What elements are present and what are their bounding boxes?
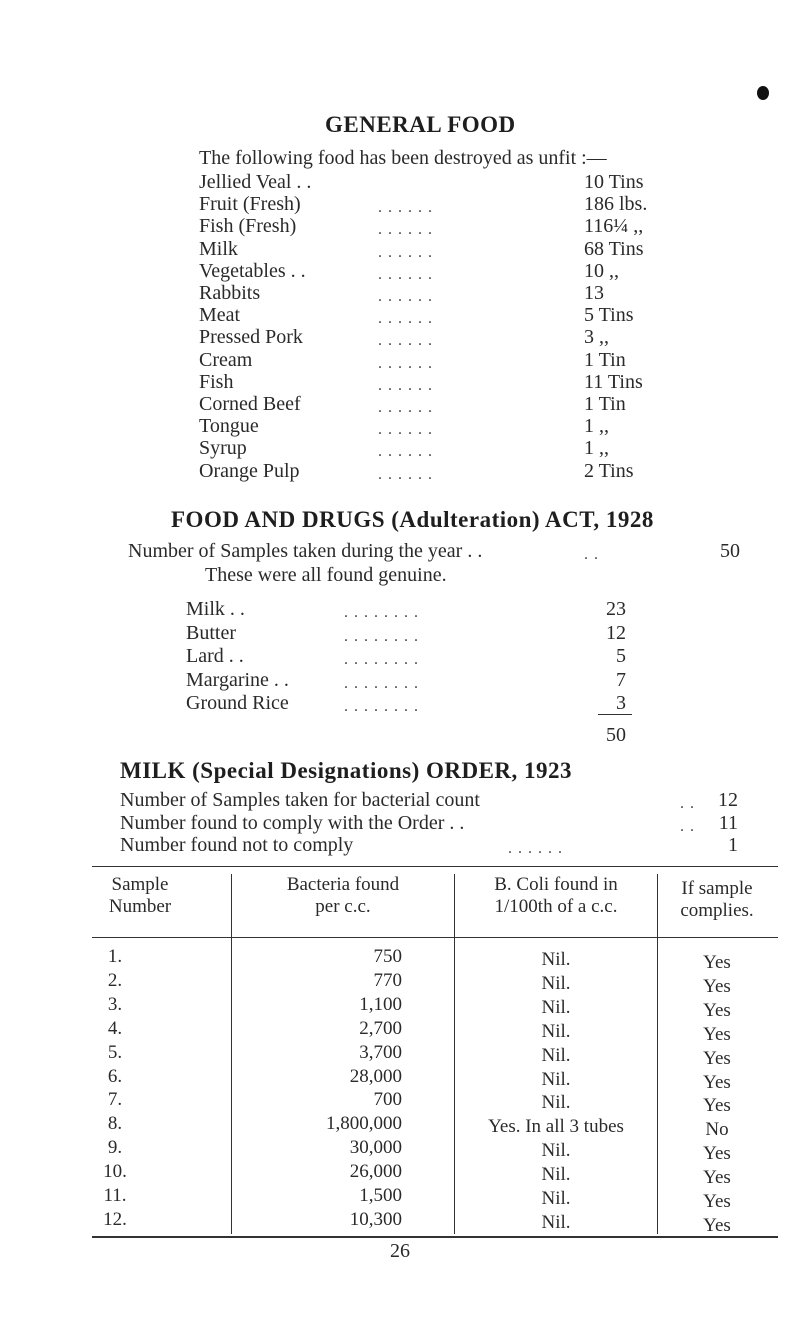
food-item-name: Orange Pulp xyxy=(199,459,300,482)
food-item-name: Meat xyxy=(199,304,241,327)
table-cell-bacteria-count: 26,000 xyxy=(349,1161,402,1183)
table-cell-sample-number: 11. xyxy=(103,1185,127,1206)
leader-dots: . . . . . . xyxy=(378,265,433,283)
leader-dots: . . . . . . xyxy=(378,199,433,217)
table-cell-sample-number: 6. xyxy=(107,1065,123,1087)
table-cell-sample-number: 1. xyxy=(107,946,123,967)
sample-item-value: 3 xyxy=(616,692,626,714)
food-item-quantity: 186 lbs. xyxy=(584,193,648,216)
sample-item-name: Milk . . xyxy=(186,598,245,620)
table-cell-b-coli: Nil. xyxy=(541,1044,571,1066)
food-item-name: Syrup xyxy=(199,437,247,460)
table-cell-complies: Yes xyxy=(703,1143,731,1165)
table-cell-complies: Yes xyxy=(703,1167,731,1189)
leader-dots: . . xyxy=(680,817,695,835)
table-cell-complies: Yes xyxy=(703,952,731,973)
food-item-quantity: 1 ,, xyxy=(584,415,609,438)
samples-total: 50 xyxy=(606,724,626,746)
table-cell-bacteria-count: 3,700 xyxy=(359,1041,402,1063)
food-item-quantity: 116¼ ,, xyxy=(584,215,644,238)
food-item-quantity: 1 Tin xyxy=(584,393,626,415)
leader-dots: . . . . . . xyxy=(378,221,433,239)
table-cell-sample-number: 9. xyxy=(107,1137,123,1159)
table-cell-sample-number: 7. xyxy=(107,1089,123,1111)
table-cell-complies: Yes xyxy=(703,1071,731,1093)
table-cell-sample-number: 5. xyxy=(107,1041,123,1063)
leader-dots: . . . . . . xyxy=(378,376,433,394)
sample-item-value: 23 xyxy=(606,598,626,620)
table-cell-complies: Yes xyxy=(703,1214,731,1236)
sample-item-name: Margarine . . xyxy=(186,668,289,691)
table-header-cell: 1/100th of a c.c. xyxy=(494,896,618,917)
table-cell-complies: Yes xyxy=(703,1095,731,1117)
food-item-quantity: 1 ,, xyxy=(584,437,609,460)
table-cell-complies: Yes xyxy=(703,975,731,997)
milk-summary-value: 1 xyxy=(728,834,738,856)
sample-item-name: Butter xyxy=(186,621,236,644)
general-food-heading: GENERAL FOOD xyxy=(325,112,516,137)
table-cell-sample-number: 3. xyxy=(107,993,123,1015)
food-item-name: Fish xyxy=(199,370,234,393)
table-cell-b-coli: Nil. xyxy=(541,1188,571,1209)
table-cell-bacteria-count: 10,300 xyxy=(349,1208,402,1230)
milk-summary-value: 12 xyxy=(718,789,738,811)
table-cell-complies: Yes xyxy=(703,999,731,1021)
leader-dots: . . . . . . . . xyxy=(344,674,419,692)
table-cell-b-coli: Nil. xyxy=(541,1164,571,1186)
table-cell-b-coli: Nil. xyxy=(541,996,571,1018)
table-cell-b-coli: Nil. xyxy=(541,1020,571,1042)
table-cell-sample-number: 10. xyxy=(103,1161,127,1183)
table-header-cell: Number xyxy=(108,896,172,917)
table-cell-b-coli: Nil. xyxy=(541,1140,571,1162)
leader-dots: . . . . . . xyxy=(378,288,433,305)
leader-dots: . . . . . . xyxy=(378,399,433,416)
table-header-cell: B. Coli found in xyxy=(494,874,618,895)
table-cell-sample-number: 4. xyxy=(107,1017,123,1039)
food-item-quantity: 10 ,, xyxy=(584,259,619,282)
general-food-intro: The following food has been destroyed as unfit :— xyxy=(199,147,607,169)
table-cell-bacteria-count: 30,000 xyxy=(349,1137,402,1159)
table-cell-bacteria-count: 28,000 xyxy=(349,1065,402,1087)
food-item-name: Fruit (Fresh) xyxy=(199,193,301,216)
food-item-quantity: 3 ,, xyxy=(584,326,609,349)
table-cell-b-coli: Yes. In all 3 tubes xyxy=(488,1116,624,1138)
leader-dots: . . . . . . xyxy=(378,332,433,350)
table-cell-b-coli: Nil. xyxy=(541,1092,571,1114)
leader-dots: . . . . . . xyxy=(378,354,433,372)
leader-dots: . . . . . . . . xyxy=(344,627,419,645)
table-header-cell: complies. xyxy=(680,900,754,921)
table-cell-complies: Yes xyxy=(703,1191,731,1212)
food-item-name: Vegetables . . xyxy=(199,259,306,282)
food-item-quantity: 5 Tins xyxy=(584,304,634,327)
table-cell-bacteria-count: 1,100 xyxy=(359,993,402,1015)
leader-dots: . . . . . . . . xyxy=(344,698,419,715)
leader-dots: . . . . . . xyxy=(378,443,433,461)
food-item-name: Rabbits xyxy=(199,282,261,304)
leader-dots: . . . . . . xyxy=(378,243,433,261)
table-header-cell: per c.c. xyxy=(315,896,371,917)
leader-dots: . . . . . . xyxy=(378,421,433,439)
food-item-quantity: 68 Tins xyxy=(584,237,644,260)
leader-dots: . . . . . . . . xyxy=(344,651,419,668)
food-item-name: Pressed Pork xyxy=(199,326,303,349)
table-header-cell: If sample xyxy=(681,878,753,899)
table-cell-bacteria-count: 770 xyxy=(373,969,402,991)
milk-summary-label: Number found to comply with the Order . . xyxy=(120,811,465,834)
table-cell-bacteria-count: 700 xyxy=(373,1089,402,1111)
food-drugs-heading: FOOD AND DRUGS (Adulteration) ACT, 1928 xyxy=(171,507,654,532)
sample-item-value: 7 xyxy=(616,668,626,691)
table-cell-bacteria-count: 1,800,000 xyxy=(326,1113,402,1135)
samples-taken-value: 50 xyxy=(720,540,740,562)
table-cell-b-coli: Nil. xyxy=(541,1211,571,1233)
food-item-name: Jellied Veal . . xyxy=(199,171,312,193)
genuine-note: These were all found genuine. xyxy=(205,564,447,586)
sample-item-name: Lard . . xyxy=(186,645,244,667)
milk-order-heading: MILK (Special Designations) ORDER, 1923 xyxy=(120,758,573,783)
table-cell-b-coli: Nil. xyxy=(541,1068,571,1090)
sample-item-name: Ground Rice xyxy=(186,692,289,714)
leader-dots: . . . . . . xyxy=(508,840,563,857)
table-cell-bacteria-count: 750 xyxy=(373,946,402,967)
samples-taken-label: Number of Samples taken during the year . . xyxy=(128,540,483,562)
food-item-name: Milk xyxy=(199,237,238,260)
table-header-cell: Sample xyxy=(111,874,169,895)
table-top-rule xyxy=(92,866,778,867)
food-item-quantity: 11 Tins xyxy=(584,370,643,393)
milk-summary-label: Number of Samples taken for bacterial count xyxy=(120,789,480,811)
milk-summary-value: 11 xyxy=(718,811,738,834)
table-cell-bacteria-count: 2,700 xyxy=(359,1017,402,1039)
leader-dots: . . . . . . xyxy=(378,310,433,328)
leader-dots: . . xyxy=(680,795,695,812)
milk-summary-label: Number found not to comply xyxy=(120,834,354,856)
table-header-rule xyxy=(92,937,778,938)
food-item-name: Cream xyxy=(199,348,253,371)
samples-taken-dots: . . xyxy=(584,546,599,563)
table-header-cell: Bacteria found xyxy=(286,874,400,895)
table-cell-sample-number: 8. xyxy=(107,1113,123,1135)
ink-blot xyxy=(757,86,769,100)
table-cell-bacteria-count: 1,500 xyxy=(359,1185,402,1206)
table-cell-complies: Yes xyxy=(703,1023,731,1045)
table-cell-complies: Yes xyxy=(703,1047,731,1069)
food-item-quantity: 10 Tins xyxy=(584,171,644,193)
table-cell-sample-number: 12. xyxy=(103,1208,127,1230)
food-item-quantity: 1 Tin xyxy=(584,348,626,371)
table-cell-b-coli: Nil. xyxy=(541,949,571,970)
food-item-quantity: 2 Tins xyxy=(584,459,634,482)
food-item-name: Fish (Fresh) xyxy=(199,215,297,238)
table-cell-complies: No xyxy=(705,1119,729,1141)
page-number: 26 xyxy=(390,1240,410,1262)
sample-item-value: 5 xyxy=(616,645,626,667)
food-item-quantity: 13 xyxy=(584,282,604,304)
table-cell-sample-number: 2. xyxy=(107,969,123,991)
table-col-rule-2 xyxy=(454,874,455,1234)
food-item-name: Tongue xyxy=(199,415,259,438)
leader-dots: . . . . . . . . xyxy=(344,604,419,621)
leader-dots: . . . . . . xyxy=(378,465,433,483)
table-cell-b-coli: Nil. xyxy=(541,972,571,994)
total-rule xyxy=(598,714,632,715)
sample-item-value: 12 xyxy=(606,621,626,644)
food-item-name: Corned Beef xyxy=(199,393,301,415)
